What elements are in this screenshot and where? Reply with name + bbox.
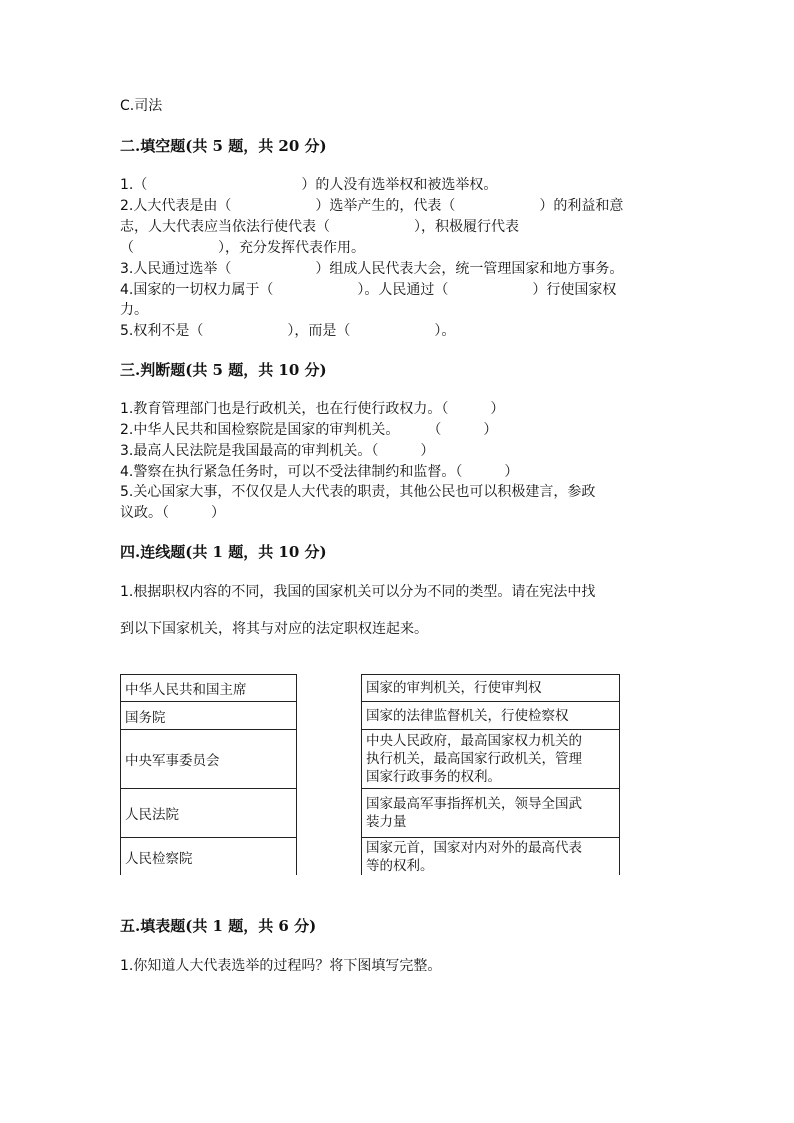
match-section-heading: 四.连线题(共 1 题，共 10 分)	[120, 543, 327, 561]
fill-line: 3.人民通过选举（ ）组成人民代表大会，统一管理国家和地方事务。	[120, 261, 624, 277]
match-right-column	[361, 674, 620, 875]
match-right-item[interactable]: 中央人民政府，最高国家权力机关的 执行机关，最高国家行政机关，管理 国家行政事务的权利。	[361, 729, 620, 788]
fill-line: 2.人大代表是由（ ）选举产生的，代表（ ）的利益和意	[120, 198, 624, 214]
fill-line: 4.国家的一切权力属于（ ）。人民通过（ ）行使国家权	[120, 282, 617, 298]
judge-line: 议政。（ ）	[120, 505, 225, 521]
judge-section-heading: 三.判断题(共 5 题，共 10 分)	[120, 361, 327, 379]
table-question: 1.你知道人大代表选举的过程吗？将下图填写完整。	[120, 958, 442, 974]
fill-line: 1.（ ）的人没有选举权和被选举权。	[120, 177, 498, 193]
top-option: C.司法	[120, 98, 163, 114]
judge-line: 5.关心国家大事，不仅仅是人大代表的职责，其他公民也可以积极建言，参政	[120, 484, 596, 500]
judge-line: 3.最高人民法院是我国最高的审判机关。（ ）	[120, 443, 435, 459]
match-left-item[interactable]: 中央军事委员会	[120, 729, 297, 788]
fill-line: （ ），充分发挥代表作用。	[120, 240, 365, 256]
judge-line: 1.教育管理部门也是行政机关，也在行使行政权力。（ ）	[120, 401, 505, 417]
fill-section-heading: 二.填空题(共 5 题，共 20 分)	[120, 137, 327, 155]
match-left-item[interactable]: 国务院	[120, 701, 297, 729]
fill-line: 力。	[120, 302, 148, 318]
match-right-item[interactable]: 国家最高军事指挥机关，领导全国武 装力量	[361, 788, 620, 837]
fill-line: 志，人大代表应当依法行使代表（ ），积极履行代表	[120, 219, 519, 235]
match-question: 1.根据职权内容的不同，我国的国家机关可以分为不同的类型。请在宪法中找	[120, 584, 596, 600]
match-left-item[interactable]: 中华人民共和国主席	[120, 674, 297, 701]
match-left-column	[120, 674, 297, 875]
judge-line: 4.警察在执行紧急任务时，可以不受法律制约和监督。（ ）	[120, 464, 519, 480]
match-right-item[interactable]: 国家元首，国家对内对外的最高代表 等的权利。	[361, 837, 620, 875]
match-right-item[interactable]: 国家的法律监督机关，行使检察权	[361, 701, 620, 729]
table-section-heading: 五.填表题(共 1 题，共 6 分)	[120, 917, 317, 935]
judge-line: 2.中华人民共和国检察院是国家的审判机关。 （ ）	[120, 422, 498, 438]
fill-line: 5.权利不是（ ），而是（ ）。	[120, 323, 456, 339]
match-left-item[interactable]: 人民法院	[120, 788, 297, 837]
match-left-item[interactable]: 人民检察院	[120, 837, 297, 875]
match-right-item[interactable]: 国家的审判机关，行使审判权	[361, 674, 620, 701]
match-question: 到以下国家机关，将其与对应的法定职权连起来。	[120, 621, 428, 637]
